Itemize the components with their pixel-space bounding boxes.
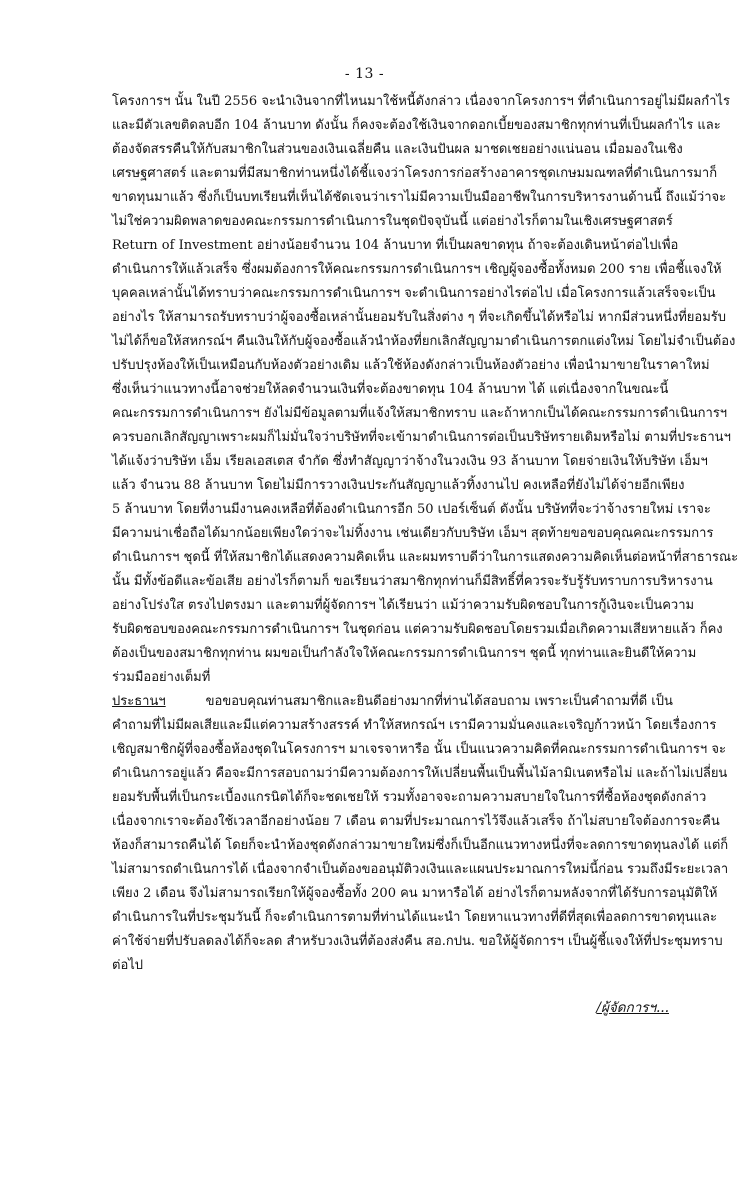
text-line: คณะกรรมการดำเนินการฯ ยังไม่มีข้อมูลตามที่แจ้งให้สมาชิกทราบ และถ้าหากเป็นได้คณะกรรมการดำเนินการฯ: [112, 406, 728, 421]
text-line: ต่อไป: [112, 958, 144, 973]
text-line: นั้น มีทั้งข้อดีและข้อเสีย อย่างไรก็ตามก็ ขอเรียนว่าสมาชิกทุกท่านก็มีสิทธิ์ที่ควรจะรับรู้รับทราบการบริหารงาน: [112, 574, 713, 589]
text-line: ควรบอกเลิกสัญญาเพราะผมก็ไม่มั่นใจว่าบริษัทที่จะเข้ามาดำเนินการต่อเป็นบริษัทรายเดิมหรือไม่ ตามที่ประธานฯ: [112, 430, 731, 445]
text-line: ได้แจ้งว่าบริษัท เอ็ม เรียลเอสเตส จำกัด ซึ่งทำสัญญาว่าจ้างในวงเงิน 93 ล้านบาท โดยจ่ายเงินให้บริษัท เอ็มฯ: [112, 454, 708, 469]
text-line: ขอขอบคุณท่านสมาชิกและยินดีอย่างมากที่ท่านได้สอบถาม เพราะเป็นคำถามที่ดี เป็น: [205, 694, 673, 709]
text-line: ขาดทุนมาแล้ว ซึ่งก็เป็นบทเรียนที่เห็นได้ชัดเจนว่าเราไม่มีความเป็นมืออาชีพในการบริหารงานด้านนี้ ถึงแม้ว่าจะ: [112, 190, 727, 205]
text-line: ต้องจัดสรรคืนให้กับสมาชิกในส่วนของเงินเฉลี่ยคืน และเงินปันผล มาชดเชยอย่างแน่นอน เมื่อมองในเชิง: [112, 142, 683, 157]
text-line: ซึ่งเห็นว่าแนวทางนี้อาจช่วยให้ลดจำนวนเงินที่จะต้องขาดทุน 104 ล้านบาท ได้ แต่เนื่องจากในขณะนี้: [112, 382, 669, 397]
text-line: 5 ล้านบาท โดยที่งานมีงานคงเหลือที่ต้องดำเนินการอีก 50 เปอร์เซ็นต์ ดังนั้น บริษัทที่จะว่าจ้างรายใหม่ เราจะ: [112, 502, 711, 517]
text-line: แล้ว จำนวน 88 ล้านบาท โดยไม่มีการวางเงินประกันสัญญาแล้วทิ้งงานไป คงเหลือที่ยังไม่ได้จ่ายอีกเพียง: [112, 478, 685, 493]
text-line: บุคคลเหล่านั้นได้ทราบว่าคณะกรรมการดำเนินการฯ จะดำเนินการอย่างไรต่อไป เมื่อโครงการแล้วเสร็จจะเป็น: [112, 286, 716, 301]
text-line: ต้องเป็นของสมาชิกทุกท่าน ผมขอเป็นกำลังใจให้คณะกรรมการดำเนินการฯ ชุดนี้ ทุกท่านและยินดีให้ความ: [112, 646, 697, 661]
text-line: คำถามที่ไม่มีผลเสียและมีแต่ความสร้างสรรค์ ทำให้สหกรณ์ฯ เรามีความมั่นคงและเจริญก้าวหน้า โดยเรื่องการ: [112, 718, 717, 733]
text-line: ห้องก็สามารถคืนได้ โดยก็จะนำห้องชุดดังกล่าวมาขายใหม่ซึ่งก็เป็นอีกแนวทางหนึ่งที่จะลดการขาดทุนลงได้ แต่ก็: [112, 838, 729, 853]
text-line: ดำเนินการฯ ชุดนี้ ที่ให้สมาชิกได้แสดงความคิดเห็น และผมทราบดีว่าในการแสดงความคิดเห็นต่อหน้าที่สาธารณะ: [112, 550, 738, 565]
text-line: อย่างโปร่งใส ตรงไปตรงมา และตามที่ผู้จัดการฯ ได้เรียนว่า แม้ว่าความรับผิดชอบในการกู้เงินจะเป็นความ: [112, 598, 695, 613]
text-line: ดำเนินการในที่ประชุมวันนี้ ก็จะดำเนินการตามที่ท่านได้แนะนำ โดยหาแนวทางที่ดีที่สุดเพื่อลดการขาดทุนและ: [112, 910, 717, 925]
text-line: อย่างไร ให้สามารถรับทราบว่าผู้จองซื้อเหล่านั้นยอมรับในสิ่งต่าง ๆ ที่จะเกิดขึ้นได้หรือไม่ หากมีส่วนหนึ่งที่ยอมรับ: [112, 310, 727, 325]
text-line: ดำเนินการให้แล้วเสร็จ ซึ่งผมต้องการให้คณะกรรมการดำเนินการฯ เชิญผู้จองซื้อทั้งหมด 200 ราย เพื่อชี้แจงให้: [112, 262, 722, 277]
text-line: รับผิดชอบของคณะกรรมการดำเนินการฯ ในชุดก่อน แต่ความรับผิดชอบโดยรวมเมื่อเกิดความเสียหายแล้ว ก็คง: [112, 622, 723, 637]
text-line: เชิญสมาชิกผู้ที่จองซื้อห้องชุดในโครงการฯ มาเจรจาหารือ นั้น เป็นแนวความคิดที่คณะกรรมการดำเนินการฯ จะ: [112, 742, 726, 757]
speaker-line: [112, 690, 673, 714]
text-line: Return of Investment อย่างน้อยจำนวน 104 ล้านบาท ที่เป็นผลขาดทุน ถ้าจะต้องเดินหน้าต่อไปเพื่อ: [112, 238, 679, 253]
text-line: เนื่องจากเราจะต้องใช้เวลาอีกอย่างน้อย 7 เดือน ตามที่ประมาณการไว้จึงแล้วเสร็จ ถ้าไม่สบายใจต้องการจะคืน: [112, 814, 720, 829]
text-line: และมีตัวเลขติดลบอีก 104 ล้านบาท ดังนั้น ก็คงจะต้องใช้เงินจากดอกเบี้ยของสมาชิกทุกท่านที่เป็นผลกำไร และ: [112, 118, 721, 133]
continuation-marker: /ผู้จัดการฯ...: [596, 1000, 669, 1016]
text-line: ค่าใช้จ่ายที่ปรับลดลงได้ก็จะลด สำหรับวงเงินที่ต้องส่งคืน สอ.กปน. ขอให้ผู้จัดการฯ เป็นผู้ชี้แจงให้ที่ประชุมทราบ: [112, 934, 723, 949]
text-line: ไม่สามารถดำเนินการได้ เนื่องจากจำเป็นต้องขออนุมัติวงเงินและแผนประมาณการใหม่นี้ก่อน รวมถึงมีระยะเวลา: [112, 862, 729, 877]
text-line: ร่วมมืออย่างเต็มที่: [112, 670, 211, 685]
text-line: ไม่ได้ก็ขอให้สหกรณ์ฯ คืนเงินให้กับผู้จองซื้อแล้วนำห้องที่ยกเลิกสัญญามาดำเนินการตกแต่งใหม่ โดยไม่จำเป็นต้อง: [112, 334, 736, 349]
text-line: เศรษฐศาสตร์ และตามที่มีสมาชิกท่านหนึ่งได้ชี้แจงว่าโครงการก่อสร้างอาคารชุดเกษมมณฑลที่ดำเนินการมาก็: [112, 166, 718, 181]
text-line: ไม่ใช่ความผิดพลาดของคณะกรรมการดำเนินการในชุดปัจจุบันนี้ แต่อย่างไรก็ตามในเชิงเศรษฐศาสตร์: [112, 214, 673, 229]
text-line: โครงการฯ นั้น ในปี 2556 จะนำเงินจากที่ไหนมาใช้หนี้ดังกล่าว เนื่องจากโครงการฯ ที่ดำเนินการอยู่ไม่มีผลกำไร: [112, 94, 730, 109]
page-number: - 13 -: [344, 66, 385, 82]
text-line: ปรับปรุงห้องให้เป็นเหมือนกับห้องตัวอย่างเดิม แล้วใช้ห้องดังกล่าวเป็นห้องตัวอย่าง เพื่อนำมาขายในราคาใหม่: [112, 358, 710, 373]
text-line: เพียง 2 เดือน จึงไม่สามารถเรียกให้ผู้จองซื้อทั้ง 200 คน มาหารือได้ อย่างไรก็ตามหลังจากที่ได้รับการอนุมัติให้: [112, 886, 718, 901]
speaker-label: ประธานฯ: [112, 694, 166, 709]
text-line: ดำเนินการอยู่แล้ว คือจะมีการสอบถามว่ามีความต้องการให้เปลี่ยนพื้นเป็นพื้นไม้ลามิเนตหรือไม่ และถ้าไม่เปลี่ยน: [112, 766, 728, 781]
text-line: ยอมรับพื้นที่เป็นกระเบื้องแกรนิตได้ก็จะชดเชยให้ รวมทั้งอาจจะถามความสบายใจในการที่ซื้อห้องชุดดังกล่าว: [112, 790, 707, 805]
text-line: มีความน่าเชื่อถือได้มากน้อยเพียงใดว่าจะไม่ทิ้งงาน เช่นเดียวกับบริษัท เอ็มฯ สุดท้ายขอขอบคุณคณะกรรมการ: [112, 526, 714, 541]
